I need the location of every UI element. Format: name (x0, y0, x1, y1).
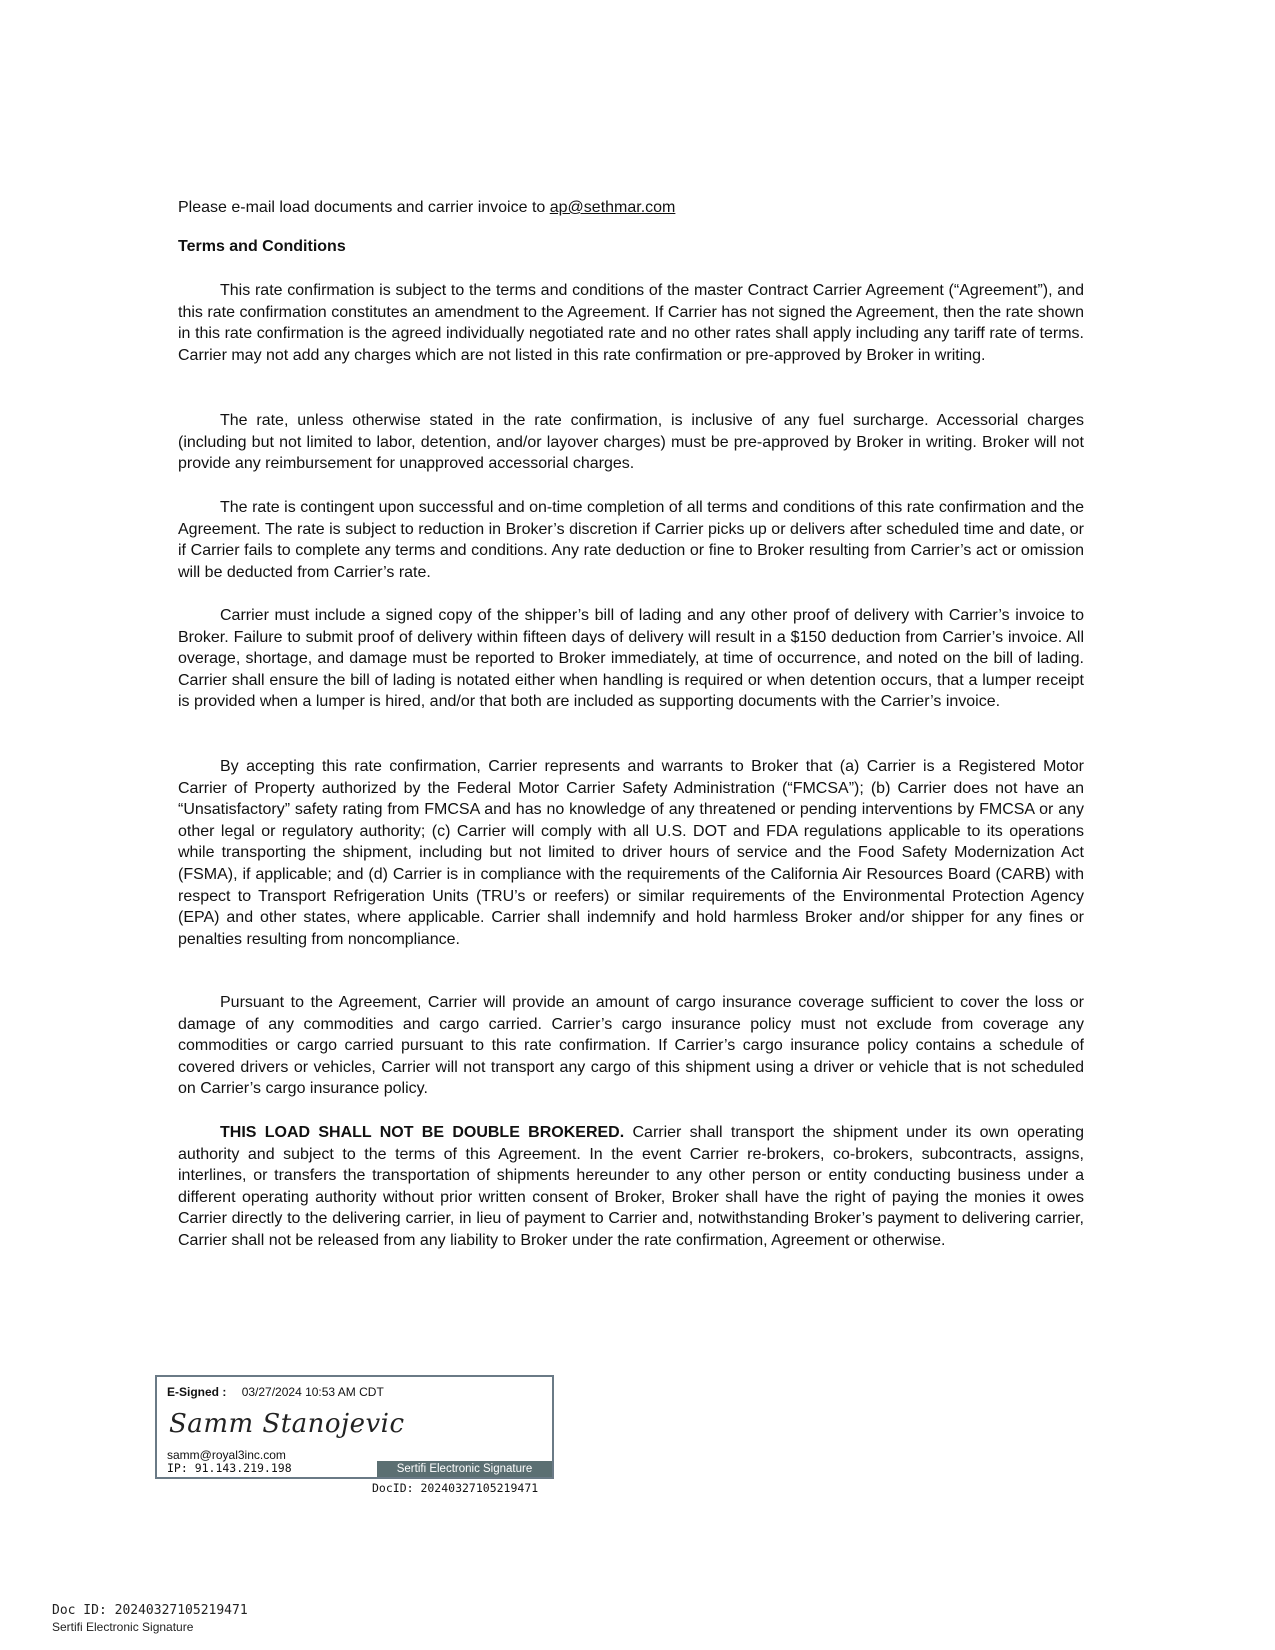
signer-email: samm@royal3inc.com (167, 1448, 286, 1462)
e-signed-label: E-Signed : (167, 1385, 227, 1399)
signature-docid: DocID: 20240327105219471 (372, 1481, 539, 1495)
footer-docid: Doc ID: 20240327105219471 (52, 1603, 248, 1618)
double-brokered-text: Carrier shall transport the shipment under its own operating authority and subject to the terms of this Agreement. In the event Carrier re-brokers, co-brokers, subcontracts, assigns, interlines, or transfers the transportation of shipments hereunder to any other person or entity conducting business under a different operating authority without prior written consent of Broker, Broker shall have the right of paying the monies it owes Carrier directly to the delivering carrier, in lieu of payment to Carrier and, notwithstanding Broker’s payment to delivering carrier, Carrier shall not be released from any liability to Broker under the rate confirmation, Agreement or otherwise. (178, 1124, 1084, 1249)
e-signature-box (155, 1375, 554, 1479)
terms-paragraph: By accepting this rate confirmation, Carrier represents and warrants to Broker that (a) Carrier is a Registered Motor Carrier of Property authorized by the Federal Motor Carrier Safety Administration (“FMCSA”); (b) Carrier does not have an “Unsatisfactory” safety rating from FMCSA and has no knowledge of any threatened or pending interventions by FMCSA or any other legal or regulatory authority; (c) Carrier will comply with all U.S. DOT and FDA regulations applicable to its operations while transporting the shipment, including but not limited to driver hours of service and the Food Safety Modernization Act (FSMA), if applicable; and (d) Carrier is in compliance with the requirements of the California Air Resources Board (CARB) with respect to Transport Refrigeration Units (TRU’s or reefers) or similar requirements of the Environmental Protection Agency (EPA) and other states, where applicable. Carrier shall indemnify and hold harmless Broker and/or shipper for any fines or penalties resulting from noncompliance. (178, 758, 1084, 948)
footer-sertifi: Sertifi Electronic Signature (52, 1620, 194, 1634)
signer-ip: IP: 91.143.219.198 (167, 1461, 292, 1475)
handwritten-signature: Samm Stanojevic (169, 1409, 405, 1439)
email-instruction (178, 197, 1084, 219)
terms-paragraph-double-brokered (178, 1122, 1084, 1252)
terms-paragraph: Pursuant to the Agreement, Carrier will provide an amount of cargo insurance coverage sufficient to cover the loss or damage of any commodities and cargo carried. Carrier’s cargo insurance policy must not exclude from coverage any commodities or cargo carried pursuant to this rate confirmation. If Carrier’s cargo insurance policy contains a schedule of covered drivers or vehicles, Carrier will not transport any cargo of this shipment using a driver or vehicle that is not scheduled on Carrier’s cargo insurance policy. (178, 994, 1084, 1098)
terms-heading: Terms and Conditions (178, 238, 346, 255)
terms-paragraph: This rate confirmation is subject to the terms and conditions of the master Contract Carrier Agreement (“Agreement”), and this rate confirmation constitutes an amendment to the Agreement. If Carrier has not signed the Agreement, then the rate shown in this rate confirmation is the agreed individually negotiated rate and no other rates shall apply including any tariff rate of terms. Carrier may not add any charges which are not listed in this rate confirmation or pre-approved by Broker in writing. (178, 282, 1084, 364)
email-link[interactable]: ap@sethmar.com (549, 199, 676, 216)
sertifi-badge: Sertifi Electronic Signature (377, 1461, 552, 1477)
e-signed-datetime: 03/27/2024 10:53 AM CDT (241, 1385, 384, 1399)
terms-paragraph: The rate, unless otherwise stated in the rate confirmation, is inclusive of any fuel surcharge. Accessorial charges (including but not limited to labor, detention, and/or layover charges) must be pre-approved by Broker in writing. Broker will not provide any reimbursement for unapproved accessorial charges. (178, 412, 1084, 473)
terms-paragraph: Carrier must include a signed copy of the shipper’s bill of lading and any other proof of delivery with Carrier’s invoice to Broker. Failure to submit proof of delivery within fifteen days of delivery will result in a $150 deduction from Carrier’s invoice. All overage, shortage, and damage must be reported to Broker immediately, at time of occurrence, and noted on the bill of lading. Carrier shall ensure the bill of lading is notated either when handling is required or when detention occurs, that a lumper receipt is provided when a lumper is hired, and/or that both are included as supporting documents with the Carrier’s invoice. (178, 607, 1084, 711)
double-brokered-warning: THIS LOAD SHALL NOT BE DOUBLE BROKERED. (220, 1124, 625, 1141)
e-signed-row (167, 1385, 384, 1399)
email-instruction-text: Please e-mail load documents and carrier invoice to (178, 199, 550, 216)
terms-paragraph: The rate is contingent upon successful and on-time completion of all terms and conditions of this rate confirmation and the Agreement. The rate is subject to reduction in Broker’s discretion if Carrier picks up or delivers after scheduled time and date, or if Carrier fails to complete any terms and conditions. Any rate deduction or fine to Broker resulting from Carrier’s act or omission will be deducted from Carrier’s rate. (178, 499, 1084, 581)
